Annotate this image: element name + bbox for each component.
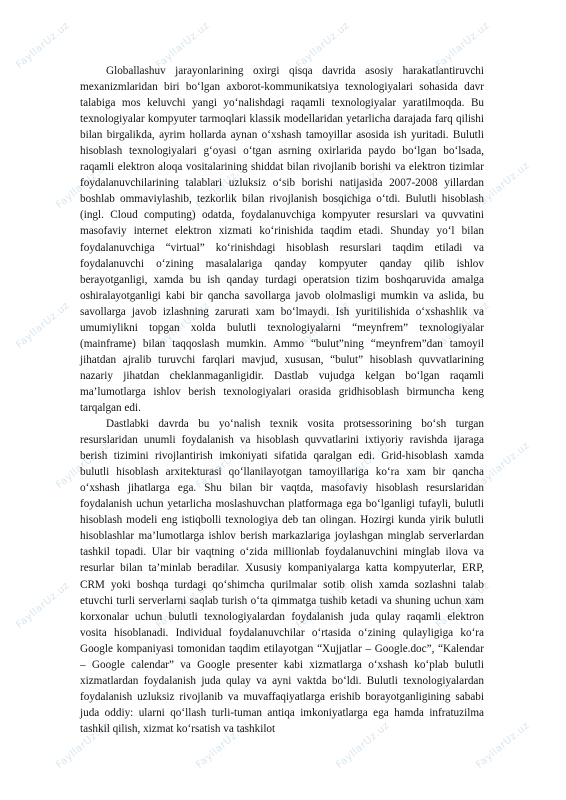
watermark-text: FayllarUz.uz (334, 720, 392, 771)
watermark-text: FayllarUz.uz (154, 580, 212, 631)
watermark-text: FayllarUz.uz (154, 20, 212, 71)
paragraph-1: Globallashuv jarayonlarining oxirgi qisqa davrida asosiy harakatlantiruvchi mexanizmlaridan biri bo‘lgan axborot-kommunikatsiya texnologiyalari sohasida davr talabiga mos keluvchi yangi yo‘nalishdagi raqamli texnologiyalar yaratilmoqda. Bu texnologiyalar kompyuter tarmoqlari klassik modellaridan yetarlicha darajada farq qilishi bilan birgalikda, ayrim hollarda aynan o‘xshash tamoyillar asosida ish yuritadi. Bulutli hisoblash texnologiyalari g‘oyasi o‘tgan asrning oxirlarida paydo bo‘lgan bo‘lsada, raqamli elektron aloqa vositalarining shiddat bilan rivojlanib borishi va elektron tizimlar foydalanuvchilarining talablari uzluksiz o‘sib borishi natijasida 2007-2008 yillardan boshlab ommaviylashib, tezkorlik bilan rivojlanish bosqichiga o‘tdi. Bulutli hisoblash (ingl. Cloud computing) odatda, foydalanuvchiga kompyuter resurslari va quvvatini masofaviy internet elektron xizmati ko‘rinishida taqdim etadi. Shunday yo‘l bilan foydalanuvchiga “virtual” ko‘rinishdagi hisoblash resurslari taqdim etiladi va foydalanuvchi o‘zining masalalariga qanday kompyuter qanday qilib ishlov berayotganligi, xamda bu ish qanday turdagi operatsion tizim boshqaruvida amalga oshiralayotganligi kabi bir qancha savollarga javob ololmasligi mumkin va aslida, bu savollarga javob izlashning zarurati xam bo‘lmaydi. Ish yuritilishida o‘xshashlik va umumiylikni topgan xolda bulutli texnologiyalarni “meynfrem” texnologiyalar (mainframe) bilan taqqoslash mumkin. Ammo “bulut”ning “meynfrem”dan tamoyil jihatdan ajralib turuvchi farqlari mavjud, xususan, “bulut” hisoblash quvvatlarining nazariy jihatdan cheklanmaganligidir. Dastlab vujudga kelgan bo‘lgan raqamli ma’lumotlarga ishlov berish texnologiyalari orasida gridhisoblash birmuncha keng tarqalgan edi. (80, 65, 484, 414)
watermark-text: FayllarUz.uz (294, 20, 352, 71)
watermark-text: FayllarUz.uz (334, 440, 392, 491)
watermark-text: FayllarUz.uz (54, 440, 112, 491)
watermark-text: FayllarUz.uz (434, 20, 492, 71)
watermark-text: FayllarUz.uz (434, 580, 492, 631)
watermark-text: FayllarUz.uz (474, 160, 532, 211)
watermark-text: FayllarUz.uz (474, 440, 532, 491)
document-body (80, 63, 484, 737)
watermark-text: FayllarUz.uz (14, 300, 72, 351)
watermark-text: FayllarUz.uz (194, 440, 252, 491)
watermark-text: FayllarUz.uz (474, 720, 532, 771)
watermark-text: FayllarUz.uz (154, 300, 212, 351)
paragraph-2: Dastlabki davrda bu yo‘nalish texnik vosita protsessorining bo‘sh turgan resurslaridan unumli foydalanish va hisoblash quvvatlarini ixtiyoriy ravishda ijaraga berish tizimini rivojlantirish imkoniyati sifatida qaralgan edi. Grid-hisoblash xamda bulutli hisoblash arxitekturasi qo‘llanilayotgan tamoyillariga ko‘ra xam bir qancha o‘xshash jihatlarga ega. Shu bilan bir vaqtda, masofaviy hisoblash resurslaridan foydalanish uchun yetarlicha moslashuvchan platformaga ega bo‘lganligi tufayli, bulutli hisoblash modeli eng istiqbolli texnologiya deb tan olingan. Hozirgi kunda yirik bulutli hisoblashlar ma’lumotlarga ishlov berish markazlariga joylashgan minglab serverlardan tashkil topadi. Ular bir vaqtning o‘zida millionlab foydalanuvchini minglab ilova va resurlar bilan ta’minlab beradilar. Xususiy kompaniyalarga katta kompyuterlar, ERP, CRM yoki boshqa turdagi qo‘shimcha qurilmalar sotib olish xamda sozlashni talab etuvchi turli serverlarni saqlab turish o‘ta qimmatga tushib ketadi va shuning uchun xam korxonalar uchun bulutli texnologiyalardan foydalanish juda qulay raqamli elektron vosita hisoblanadi. Individual foydalanuvchilar o‘rtasida o‘zining qulayligiga ko‘ra Google kompaniyasi tomonidan taqdim etilayotgan “Xujjatlar – Google.doc”, “Kalendar – Google calendar” va Google presenter kabi xizmatlarga o‘xshash ko‘plab bulutli xizmatlardan foydalanish juda qulay va ayni vaktda bo‘ldi. Bulutli texnologiyalardan foydalanish uzluksiz rivojlanib va muvaffaqiyatlarga erishib borayotganligining sababi juda oddiy: ularni qo‘llash turli-tuman antiqa imkoniyatlarga ega hamda infratuzilma tashkil qilish, xizmat ko‘rsatish va tashkilot (80, 418, 484, 735)
watermark-text: FayllarUz.uz (54, 720, 112, 771)
watermark-text: FayllarUz.uz (54, 160, 112, 211)
watermark-text: FayllarUz.uz (14, 20, 72, 71)
watermark-text: FayllarUz.uz (334, 160, 392, 211)
watermark-text: FayllarUz.uz (194, 160, 252, 211)
watermark-text: FayllarUz.uz (294, 300, 352, 351)
watermark-text: FayllarUz.uz (14, 580, 72, 631)
watermark-text: FayllarUz.uz (434, 300, 492, 351)
watermark-text: FayllarUz.uz (194, 720, 252, 771)
watermark-text: FayllarUz.uz (294, 580, 352, 631)
